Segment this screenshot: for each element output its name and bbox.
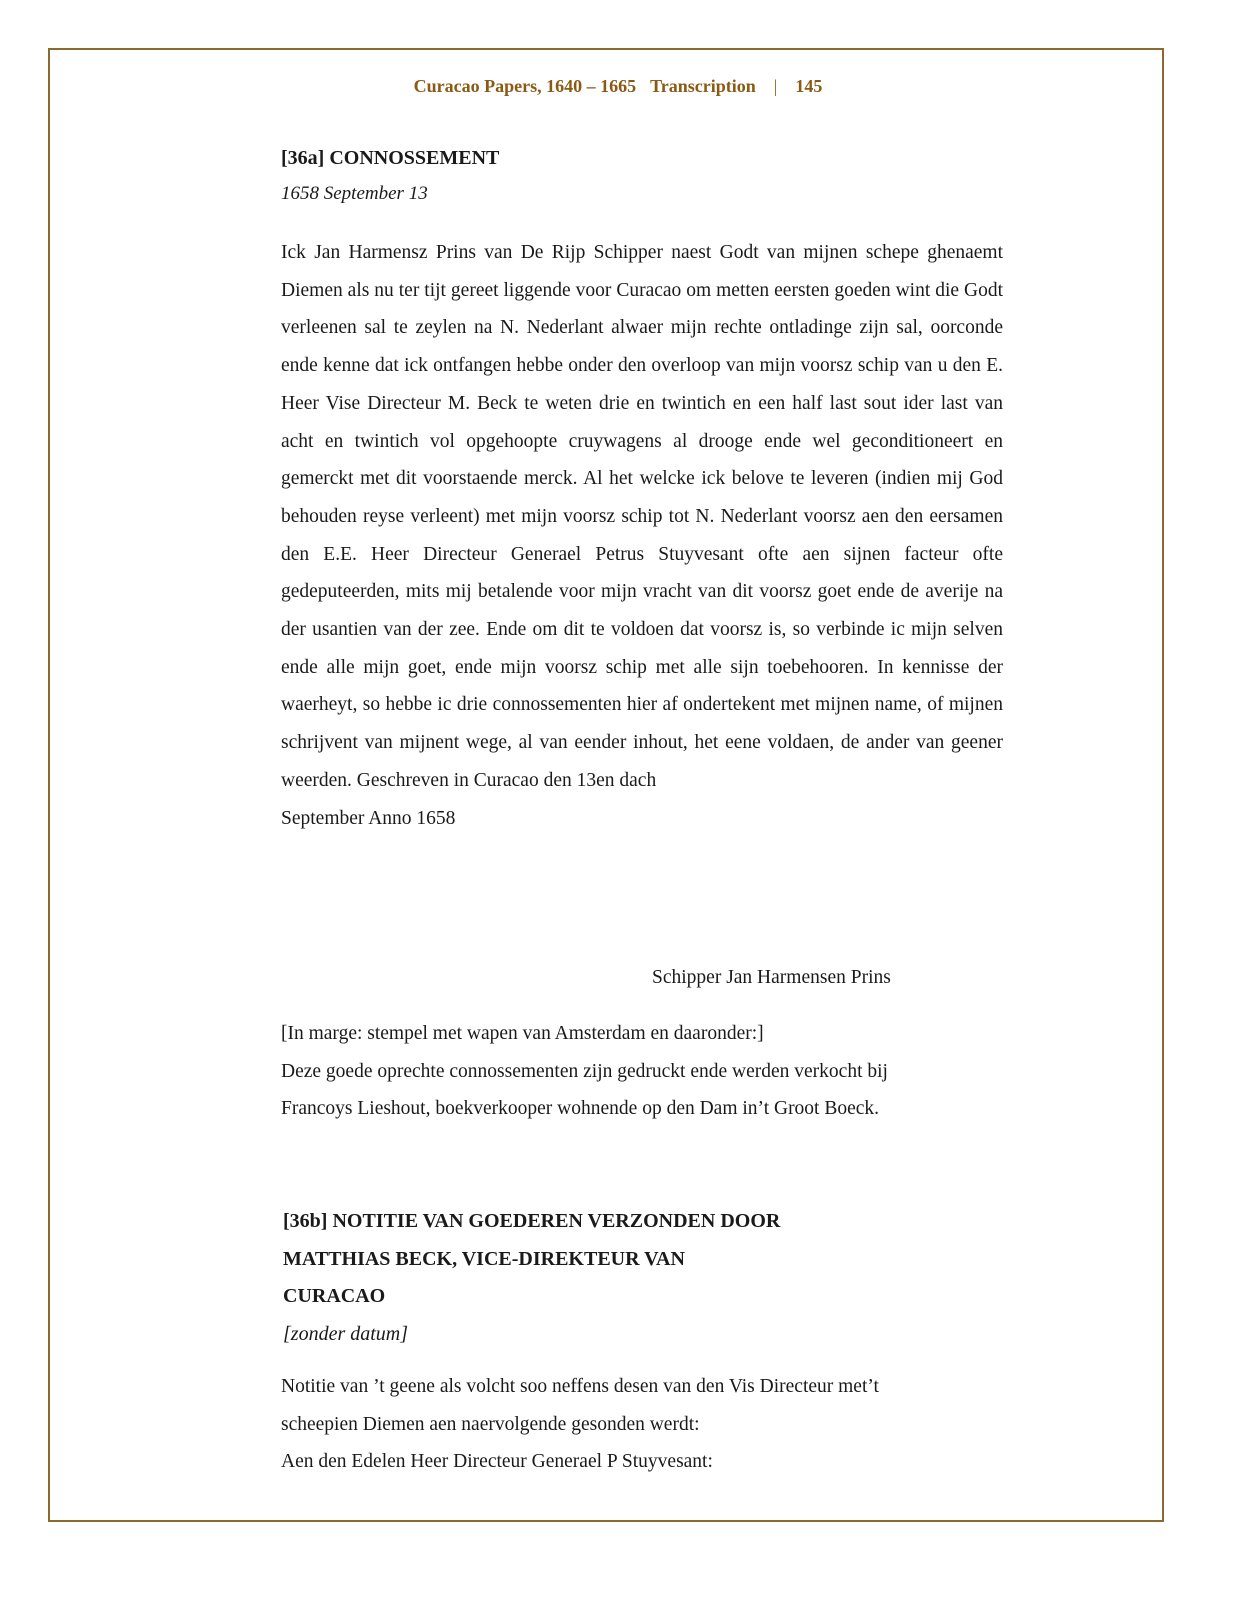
signature: Schipper Jan Harmensen Prins	[652, 967, 891, 988]
section-a-body: Ick Jan Harmensz Prins van De Rijp Schipper naest Godt van mijnen schepe ghenaemt Diemen als nu ter tijt gereet liggende voor Curacao om metten eersten goeden wint die Godt verleenen sal te zeylen na N. Nederlant alwaer mijn rechte ontladinge zijn sal, oorconde ende kenne dat ick ontfangen hebbe onder den overloop van mijn voorsz schip van u den E. Heer Vise Directeur M. Beck te weten drie en twintich en een half last sout ider last van acht en twintich vol opgehoopte cruywagens al drooge ende wel geconditioneert en gemerckt met dit voorstaende merck. Al het welcke ick belove te leveren (indien mij God behouden reyse verleent) met mijn voorsz schip tot N. Nederlant voorsz aen den eersamen den E.E. Heer Directeur Generael Petrus Stuyvesant ofte aen sijnen facteur ofte gedeputeerden, mits mij betalende voor mijn vracht van dit voorsz goet ende de averije na der usantien van der zee. Ende om dit te voldoen dat voorsz is, so verbinde ic mijn selven ende alle mijn goet, ende mijn voorsz schip met alle sijn toebehooren. In kennisse der waerheyt, so hebbe ic drie connossementen hier af ondertekent met mijnen name, of mijnen schrijvent van mijnent wege, al van eender inhout, het eene voldaen, de ander van geener weerden. Geschreven in Curacao den 13en dach	[281, 242, 1003, 791]
page-number: 145	[795, 76, 823, 96]
section-a-date: 1658 September 13	[281, 183, 428, 204]
header-title: Curacao Papers, 1640 – 1665	[413, 76, 637, 96]
section-a-heading: [36a] CONNOSSEMENT	[281, 147, 500, 169]
section-b-line: Notitie van ’t geene als volcht soo neffens desen van den Vis Directeur met’t	[281, 1376, 879, 1397]
running-header	[0, 76, 1236, 97]
margin-note-line: Francoys Lieshout, boekverkooper wohnende op den Dam in’t Groot Boeck.	[281, 1098, 880, 1119]
section-b-heading-line: [36b] NOTITIE VAN GOEDEREN VERZONDEN DOOR	[283, 1210, 781, 1232]
margin-note-line: Deze goede oprechte connossementen zijn gedruckt ende werden verkocht bij	[281, 1060, 888, 1082]
section-36b	[283, 1203, 1005, 1353]
header-separator: |	[773, 76, 778, 96]
section-b-heading-line: MATTHIAS BECK, VICE-DIREKTEUR VAN	[283, 1247, 685, 1270]
section-b-heading-line: CURACAO	[283, 1285, 386, 1307]
section-a-body-block	[281, 234, 1003, 837]
margin-note-line: [In marge: stempel met wapen van Amsterdam en daaronder:]	[281, 1023, 764, 1044]
section-a-body-last: September Anno 1658	[281, 807, 456, 829]
section-b-body	[281, 1368, 1003, 1481]
section-b-line: Aen den Edelen Heer Directeur Generael P Stuyvesant:	[281, 1451, 713, 1472]
section-b-line: scheepien Diemen aen naervolgende gesonden werdt:	[281, 1413, 700, 1435]
section-36a	[281, 145, 1003, 207]
section-b-date: [zonder datum]	[283, 1322, 409, 1345]
header-subtitle: Transcription	[650, 76, 756, 96]
margin-note	[281, 1015, 1003, 1128]
